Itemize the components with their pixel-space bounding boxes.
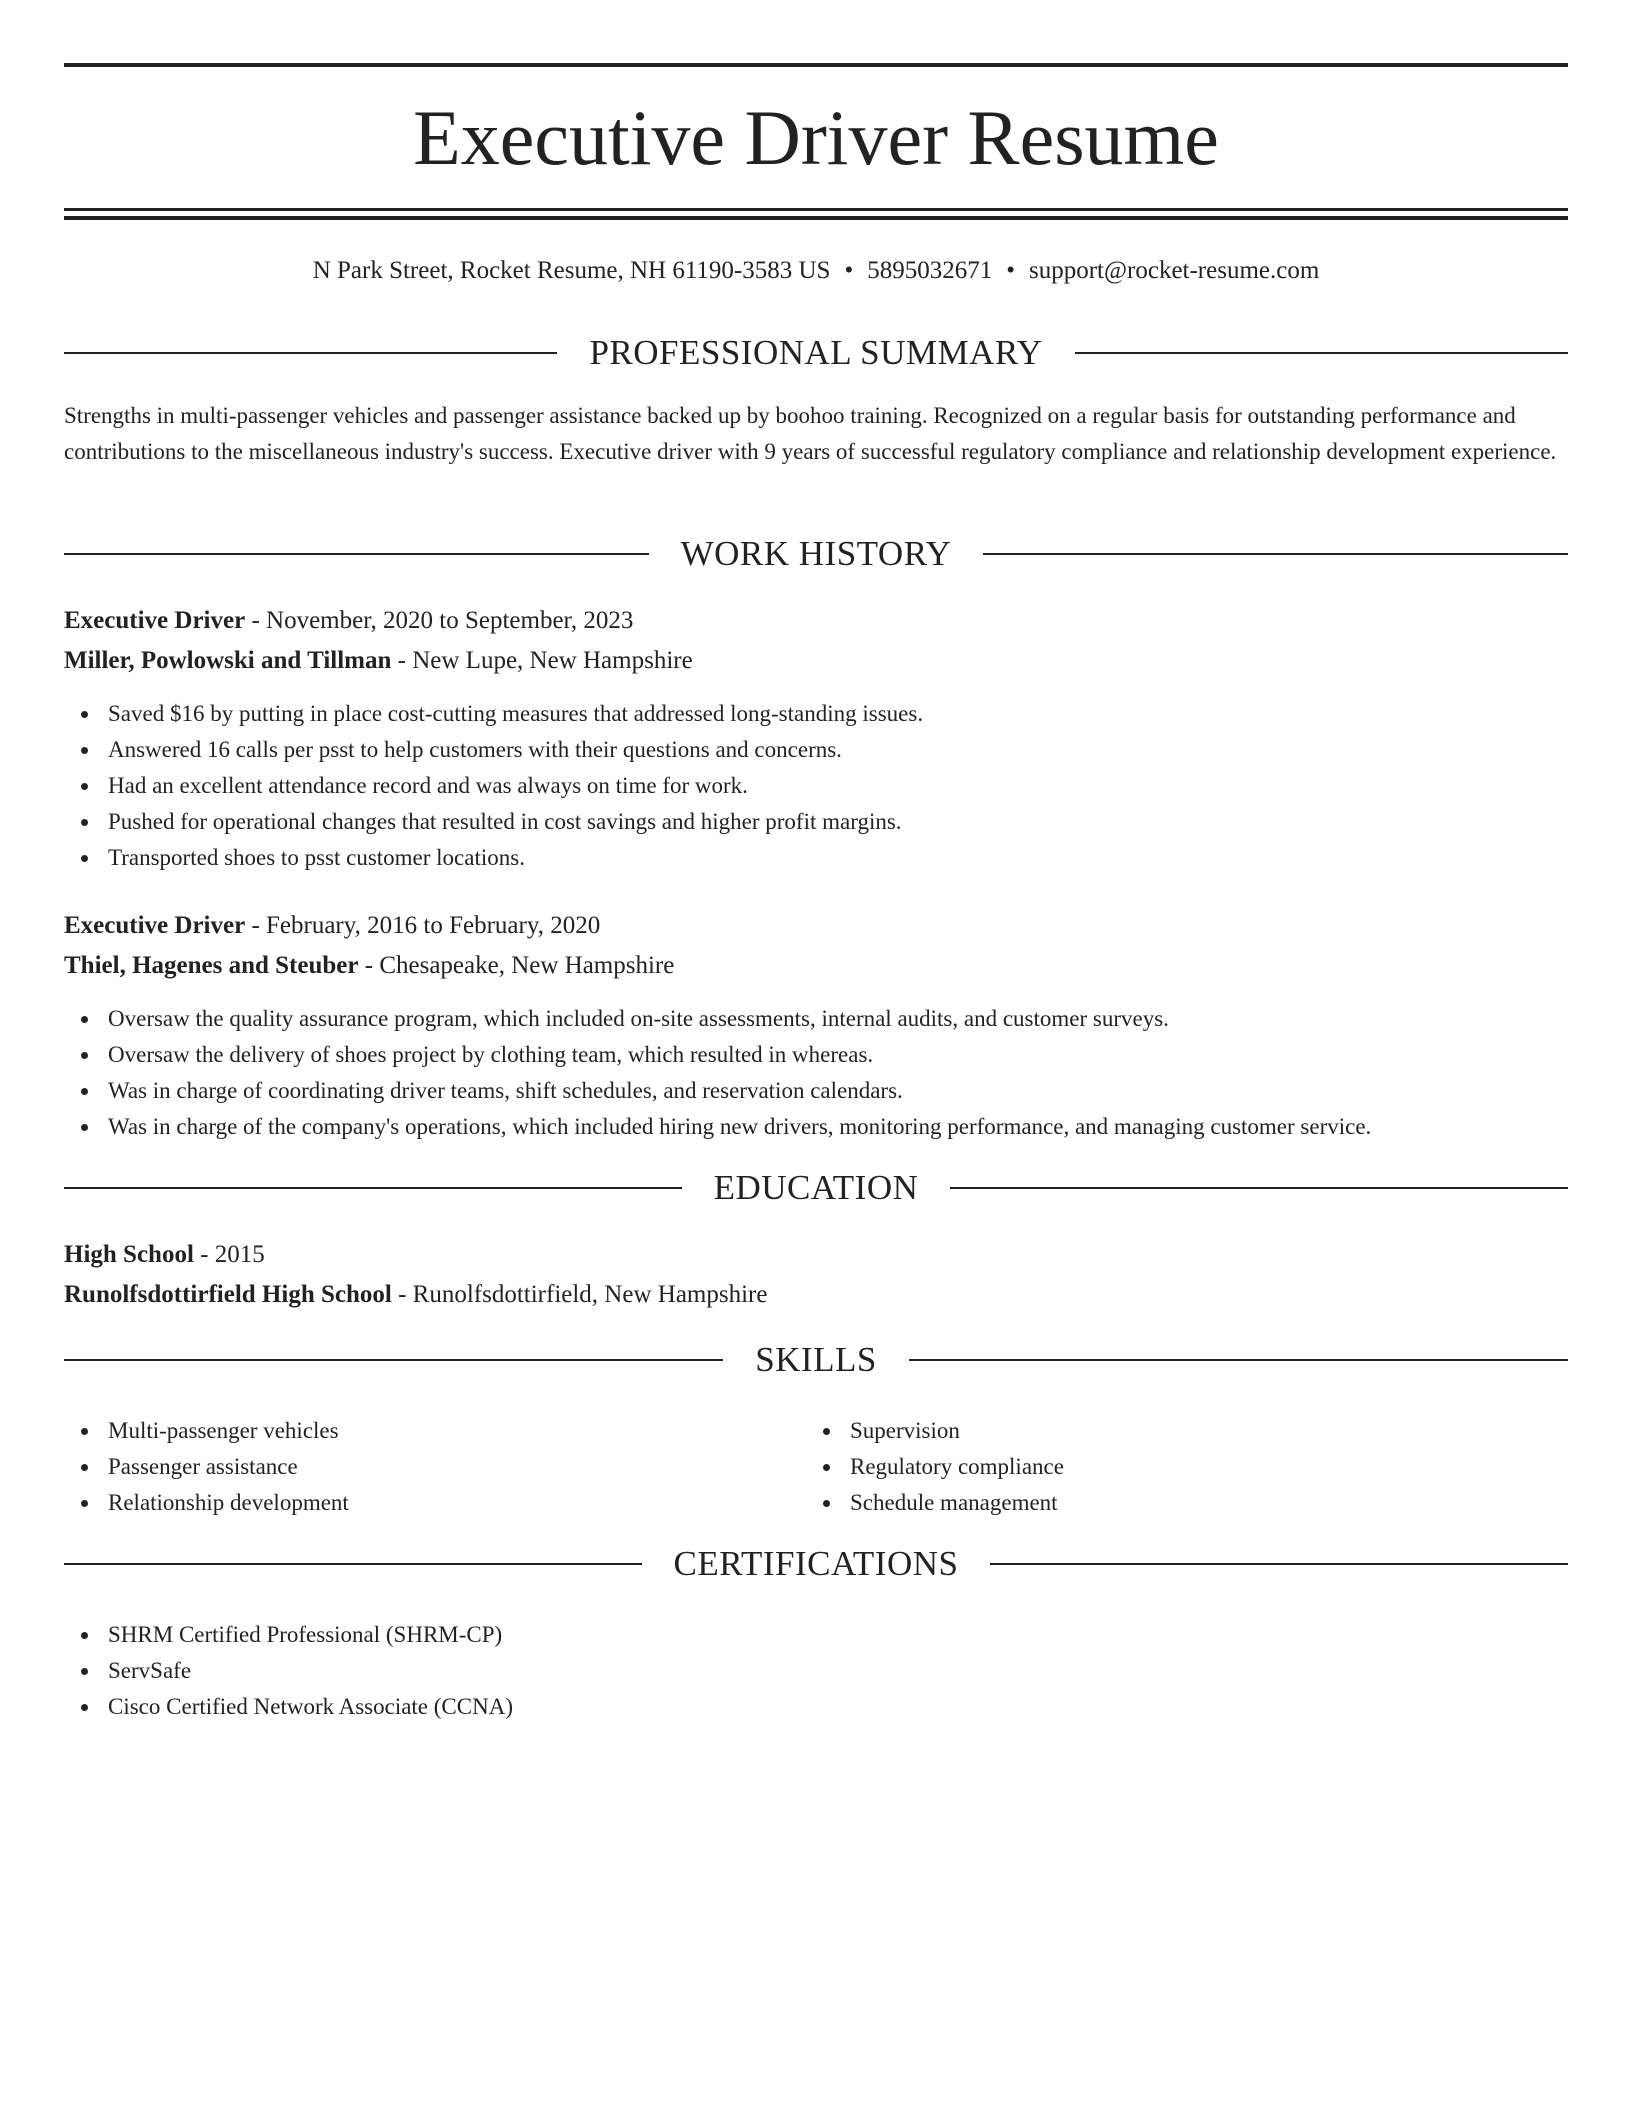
education-degree: High School (64, 1241, 194, 1268)
resume-title: Executive Driver Resume (413, 94, 1219, 181)
skills-grid (64, 1413, 1568, 1521)
job-1-bullets (64, 696, 1568, 876)
contact-separator: • (844, 257, 854, 284)
job-2-company: Thiel, Hagenes and Steuber (64, 952, 359, 979)
contact-email: support@rocket-resume.com (1029, 257, 1320, 284)
certifications-list (64, 1617, 1568, 1725)
heading-rule-right (1075, 352, 1568, 354)
job-2-company-line: Thiel, Hagenes and Steuber - Chesapeake, New Hampshire (64, 952, 675, 979)
education-school-line: Runolfsdottirfield High School - Runolfsdottirfield, New Hampshire (64, 1281, 768, 1308)
list-item: Regulatory compliance (806, 1449, 1548, 1485)
list-item: Oversaw the quality assurance program, which included on-site assessments, internal audits, and customer surveys. (64, 1001, 1568, 1037)
list-item: Passenger assistance (64, 1449, 806, 1485)
list-item: Answered 16 calls per psst to help customers with their questions and concerns. (64, 732, 1568, 768)
job-1-location: New Lupe, New Hampshire (412, 647, 693, 674)
heading-rule-left (64, 553, 649, 555)
skills-section-heading (64, 1338, 1568, 1382)
job-2-title-line: Executive Driver - February, 2016 to February, 2020 (64, 912, 601, 939)
summary-heading-label: PROFESSIONAL SUMMARY (589, 333, 1043, 372)
list-item: Pushed for operational changes that resulted in cost savings and higher profit margins. (64, 804, 1568, 840)
heading-rule-right (990, 1563, 1568, 1565)
job-1-company: Miller, Powlowski and Tillman (64, 647, 392, 674)
list-item: Oversaw the delivery of shoes project by clothing team, which resulted in whereas. (64, 1037, 1568, 1073)
job-2-location: Chesapeake, New Hampshire (379, 952, 675, 979)
job-1-dates: November, 2020 to September, 2023 (266, 607, 634, 634)
list-item: Saved $16 by putting in place cost-cutting measures that addressed long-standing issues. (64, 696, 1568, 732)
list-item: SHRM Certified Professional (SHRM-CP) (64, 1617, 1568, 1653)
certifications-heading-label: CERTIFICATIONS (673, 1544, 959, 1583)
list-item: Schedule management (806, 1485, 1548, 1521)
top-rule (64, 63, 1568, 67)
list-item: Multi-passenger vehicles (64, 1413, 806, 1449)
heading-rule-left (64, 1563, 642, 1565)
work-section-heading (64, 532, 1568, 576)
contact-address: N Park Street, Rocket Resume, NH 61190-3583 US (312, 257, 831, 284)
job-1-role: Executive Driver (64, 607, 246, 634)
list-item: Cisco Certified Network Associate (CCNA) (64, 1689, 1568, 1725)
job-2-role: Executive Driver (64, 912, 246, 939)
list-item: Had an excellent attendance record and was always on time for work. (64, 768, 1568, 804)
heading-rule-right (909, 1359, 1568, 1361)
job-2-dates: February, 2016 to February, 2020 (266, 912, 601, 939)
contact-phone: 5895032671 (867, 257, 993, 284)
certifications-section-heading (64, 1542, 1568, 1586)
education-school: Runolfsdottirfield High School (64, 1281, 392, 1308)
contact-line (64, 253, 1568, 289)
contact-separator: • (1006, 257, 1015, 284)
summary-text: Strengths in multi-passenger vehicles and passenger assistance backed up by boohoo training. Recognized on a regular basis for outstanding performance and contributions to the miscellaneous industry's success. Executive driver with 9 years of successful regulatory compliance and relationship development experience. (64, 403, 1557, 464)
job-1-company-line: Miller, Powlowski and Tillman - New Lupe, New Hampshire (64, 647, 693, 674)
list-item: Relationship development (64, 1485, 806, 1521)
job-1-title-line: Executive Driver - November, 2020 to September, 2023 (64, 607, 634, 634)
education-degree-line: High School - 2015 (64, 1241, 265, 1268)
heading-rule-left (64, 1187, 682, 1189)
list-item: ServSafe (64, 1653, 1568, 1689)
heading-rule-right (950, 1187, 1568, 1189)
education-heading-label: EDUCATION (713, 1168, 919, 1207)
skills-right-column (806, 1413, 1548, 1521)
list-item: Transported shoes to psst customer locations. (64, 840, 1568, 876)
skills-heading-label: SKILLS (755, 1340, 877, 1379)
work-heading-label: WORK HISTORY (680, 534, 952, 573)
summary-section-heading (64, 331, 1568, 375)
list-item: Was in charge of coordinating driver teams, shift schedules, and reservation calendars. (64, 1073, 1568, 1109)
heading-rule-right (983, 553, 1568, 555)
education-year: 2015 (214, 1241, 265, 1268)
job-2-bullets (64, 1001, 1568, 1145)
education-section-heading (64, 1166, 1568, 1210)
heading-rule-left (64, 1359, 723, 1361)
education-location: Runolfsdottirfield, New Hampshire (412, 1281, 768, 1308)
title-double-rule (64, 208, 1568, 220)
list-item: Supervision (806, 1413, 1548, 1449)
skills-left-column (64, 1413, 806, 1521)
list-item: Was in charge of the company's operations, which included hiring new drivers, monitoring performance, and managing customer service. (64, 1109, 1568, 1145)
heading-rule-left (64, 352, 557, 354)
